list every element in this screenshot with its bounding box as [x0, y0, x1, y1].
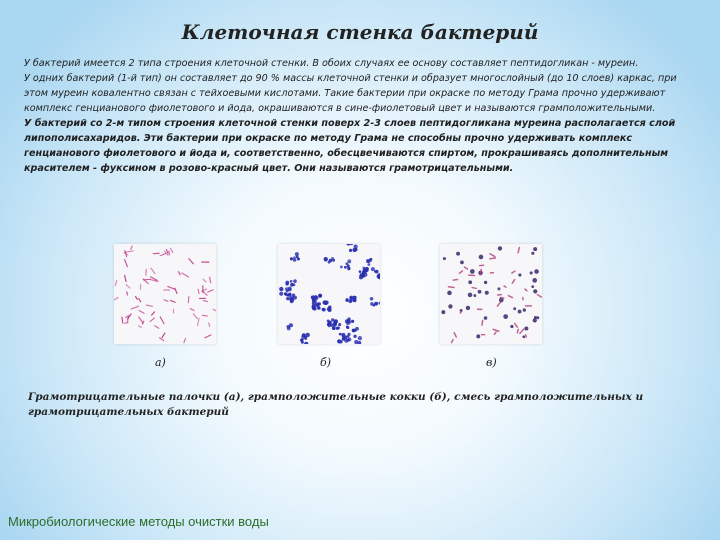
image-label-b: б) [320, 356, 332, 369]
body-text [24, 56, 692, 176]
micrograph-mixed-bacteria [440, 244, 542, 344]
slide-title: Клеточная стенка бактерий [181, 20, 539, 44]
paragraph-gram-negative: У бактерий со 2-м типом строения клеточной стенки поверх 2-3 слоев пептидогликана муреина располагается слой липополисахаридов. Эти бактерии при окраске по методу Грама не способны прочно удерживать комплекс генцианового фиолетового и йода и, соответственно, обесцвечиваются спиртом, прокрашиваясь дополнительным красителем - фуксином в розово-красный цвет. Они называются грамотрицательными. [24, 118, 676, 174]
micrograph-gram-positive-cocci [278, 244, 380, 344]
paragraph-gram-positive: У одних бактерий (1-й тип) он составляет до 90 % массы клеточной стенки и образует многослойный (до 10 слоев) каркас, при этом муреин ковалентно связан с тейхоевыми кислотами. Такие бактерии при окраске по методу Грама прочно удерживают комплекс генцианового фиолетового и йода, окрашиваются в сине-фиолетовый цвет и называются грамположительными. [24, 73, 677, 114]
image-label-a: а) [155, 356, 166, 369]
micrograph-gram-negative-rods [114, 244, 216, 344]
paragraph-intro: У бактерий имеется 2 типа строения клеточной стенки. В обоих случаях ее основу составляет пептидогликан - муреин. [24, 58, 639, 69]
footer-text: Микробиологические методы очистки воды [8, 514, 269, 529]
image-label-c: в) [486, 356, 497, 369]
figure-caption: Грамотрицательные палочки (а), грамположительные кокки (б), смесь грамположительных и грамотрицательных бактерий [28, 391, 644, 418]
